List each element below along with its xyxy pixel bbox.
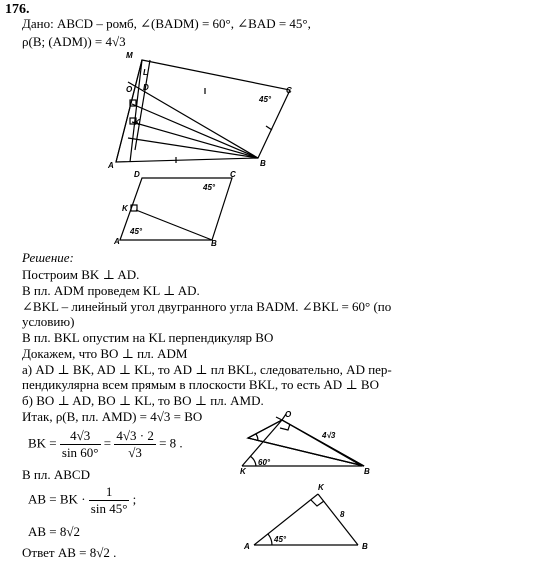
ab-den: sin 45° bbox=[90, 501, 128, 516]
answer-line: Ответ AB = 8√2 . bbox=[22, 545, 117, 560]
bk-result: = 8 . bbox=[159, 435, 183, 451]
fig2-label-D: D bbox=[134, 170, 140, 179]
fig3-label-K: K bbox=[240, 467, 246, 476]
solution-line-11: В пл. ABCD bbox=[22, 467, 90, 482]
solution-line-6: Докажем, что BO ⊥ пл. ADM bbox=[22, 346, 188, 361]
bk-den-2: √3 bbox=[128, 445, 142, 460]
solution-line-8: пендикулярна всем прямым в плоскости BKL, то есть AD ⊥ BO bbox=[22, 377, 379, 392]
fig1-label-C: C bbox=[286, 86, 292, 95]
fig2-label-angle-a: 45° bbox=[130, 227, 143, 236]
fig2-label-A: A bbox=[114, 237, 120, 246]
fig1-label-O: O bbox=[126, 85, 133, 94]
bk-eq: = bbox=[103, 435, 112, 451]
fig3-label-B: B bbox=[364, 467, 370, 476]
fig2-label-C: C bbox=[230, 170, 236, 179]
solution-line-9: б) BO ⊥ AD, BO ⊥ KL, то BO ⊥ пл. AMD. bbox=[22, 393, 264, 408]
solution-line-3: ∠BKL – линейный угол двугранного угла BADM. ∠BKL = 60° (по bbox=[22, 299, 392, 314]
fig1-label-L: L bbox=[143, 68, 148, 77]
fig4-label-B: B bbox=[362, 542, 368, 551]
fig1-label-A: A bbox=[108, 161, 114, 170]
fig1-label-M: M bbox=[126, 51, 133, 60]
given-line-1: Дано: ABCD – ромб, ∠(BADM) = 60°, ∠BAD = 45°, bbox=[22, 16, 311, 31]
bk-lhs: BK = bbox=[28, 435, 57, 451]
fig3-label-side: 4√3 bbox=[322, 431, 336, 440]
ab-num: 1 bbox=[89, 484, 130, 501]
solution-line-4: условию) bbox=[22, 314, 75, 329]
problem-number: 176. bbox=[5, 2, 30, 17]
fig4-label-A: A bbox=[244, 542, 250, 551]
bk-den-1: sin 60° bbox=[61, 445, 99, 460]
fig2-label-angle-c: 45° bbox=[203, 183, 216, 192]
bk-num-1: 4√3 bbox=[60, 428, 101, 445]
solution-line-1: Построим BK ⊥ AD. bbox=[22, 267, 140, 282]
solution-line-5: В пл. BKL опустим на KL перпендикуляр BO bbox=[22, 330, 274, 345]
fig4-label-angle: 45° bbox=[274, 535, 287, 544]
fig3-label-angle: 60° bbox=[258, 458, 271, 467]
ab-end: ; bbox=[132, 491, 137, 507]
ab-formula bbox=[28, 484, 136, 517]
bk-fraction-1 bbox=[60, 428, 101, 461]
fig1-label-K: K bbox=[134, 118, 140, 127]
fig3-label-O: O bbox=[285, 410, 292, 419]
fig2-label-B: B bbox=[211, 239, 217, 248]
given-line-2: ρ(B; (ADM)) = 4√3 bbox=[22, 34, 126, 49]
fig4-label-K: K bbox=[318, 483, 324, 492]
fig2-label-K: K bbox=[122, 204, 128, 213]
ab-fraction bbox=[89, 484, 130, 517]
bk-num-2: 4√3 · 2 bbox=[116, 428, 154, 443]
bk-formula bbox=[28, 428, 183, 461]
solution-line-2: В пл. ADM проведем KL ⊥ AD. bbox=[22, 283, 200, 298]
fig4-label-side: 8 bbox=[340, 510, 345, 519]
fig1-label-D: D bbox=[143, 83, 149, 92]
solution-line-10: Итак, ρ(B, пл. AMD) = 4√3 = BO bbox=[22, 409, 203, 424]
ab-result: AB = 8√2 bbox=[28, 524, 81, 539]
bk-fraction-2 bbox=[114, 428, 155, 461]
solution-heading: Решение: bbox=[22, 250, 74, 265]
fig1-label-B: B bbox=[260, 159, 266, 168]
ab-lhs: AB = BK · bbox=[28, 491, 86, 507]
fig1-label-angle: 45° bbox=[259, 95, 272, 104]
solution-line-7: а) AD ⊥ BK, AD ⊥ KL, то AD ⊥ пл BKL, следовательно, AD пер- bbox=[22, 362, 392, 377]
